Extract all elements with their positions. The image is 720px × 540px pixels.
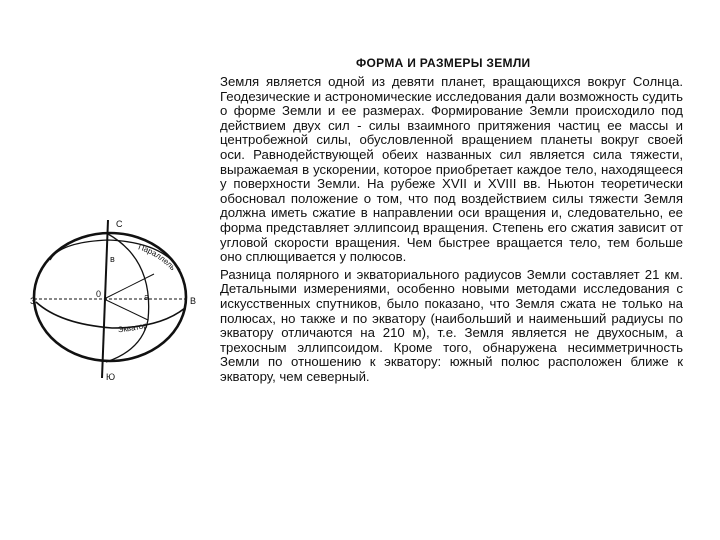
equator-line: [36, 302, 185, 328]
radius-line: [104, 299, 148, 320]
body-text: [220, 75, 683, 384]
earth-ellipsoid-diagram: [30, 200, 210, 390]
label-point-b: в: [110, 254, 115, 264]
label-south: Ю: [106, 372, 116, 382]
label-equator: Экватор: [117, 320, 149, 335]
label-parallel: Параллель: [137, 242, 178, 273]
label-west: З: [30, 296, 36, 306]
label-point-a: а: [144, 292, 150, 302]
page-title: ФОРМА И РАЗМЕРЫ ЗЕМЛИ: [356, 56, 531, 70]
label-center: 0: [96, 289, 102, 299]
label-east: В: [190, 296, 197, 306]
label-north: С: [116, 219, 123, 229]
paragraph: Разница полярного и экваториального радиусов Земли составляет 21 км. Детальными измерениями, особенно новыми методами исследования с искусственных спутников, было показано, что Земля сжата не только на полюсах, но также и по экватору (наибольший и наименьший радиусы по экватору отличаются на 210 м), т.е. Земля является не двухосным, а трехосным эллипсоидом. Кроме того, обнаружена несимметричность Земли по отношению к экватору: южный полюс расположен ближе к экватору, чем северный.: [220, 266, 683, 384]
paragraph: Земля является одной из девяти планет, вращающихся вокруг Солнца. Геодезические и астрономические исследования дали возможность судить о форме Земли и ее размерах. Формирование Земли происходило под действием двух сил - силы взаимного притяжения частиц ее массы и центробежной силы, обусловленной вращением планеты вокруг своей оси. Равнодействующей обеих названных сил является сила тяжести, выражаемая в ускорении, которое приобретает каждое тело, находящееся у поверхности Земли. На рубеже XVII и XVIII вв. Ньютон теоретически обосновал положение о том, что под воздействием силы тяжести Земля должна иметь сжатие в направлении оси вращения и, следовательно, ее форма представляет эллипсоид вращения. Степень его сжатия зависит от угловой скорости вращения. Чем быстрее вращается тело, тем больше оно сплющивается у полюсов.: [220, 74, 683, 265]
